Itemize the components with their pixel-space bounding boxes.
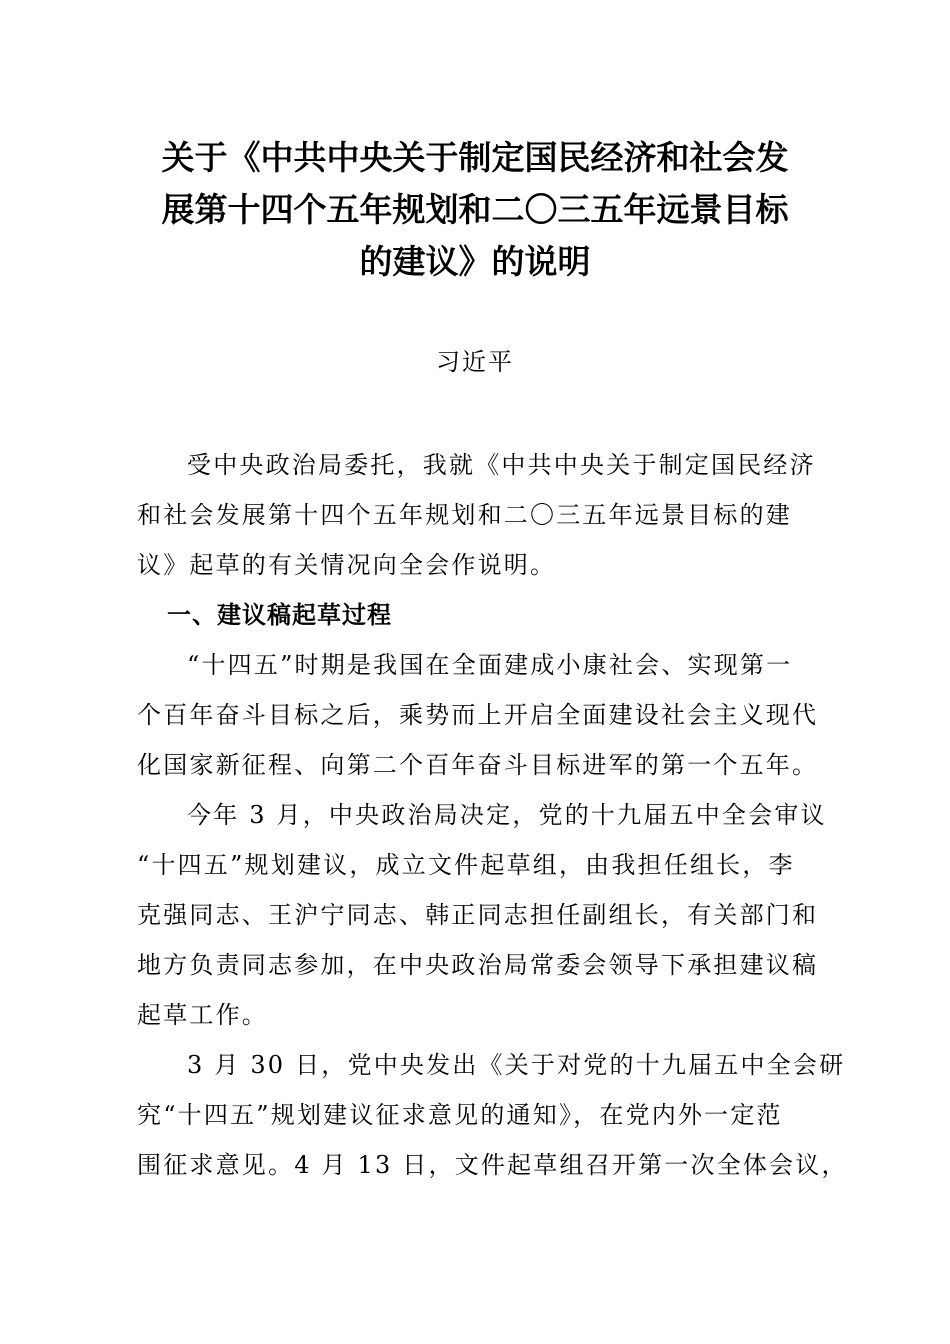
paragraph-line: 究“十四五”规划建议征求意见的通知》，在党内外一定范 (137, 1101, 783, 1129)
document-title (130, 132, 820, 288)
paragraph-line: 3 月 30 日，党中央发出《关于对党的十九届五中全会研 (187, 1051, 846, 1079)
paragraph-line: 地方负责同志参加，在中央政治局常委会领导下承担建议稿 (137, 951, 819, 979)
paragraph-line: 围征求意见。4 月 13 日，文件起草组召开第一次全体会议， (137, 1151, 848, 1179)
title-line: 展第十四个五年规划和二〇三五年远景目标 (161, 190, 789, 229)
paragraph-line: 起草工作。 (137, 1001, 268, 1029)
paragraph-line: “十四五”时期是我国在全面建成小康社会、实现第一 (187, 651, 793, 679)
paragraph-line: “十四五”规划建议，成立文件起草组，由我担任组长，李 (137, 851, 795, 879)
paragraph-line: 今年 3 月，中央政治局决定，党的十九届五中全会审议 (187, 801, 827, 829)
document-body (137, 440, 848, 1190)
section-heading: 一、建议稿起草过程 (167, 601, 392, 629)
title-line: 的建议》的说明 (359, 242, 591, 281)
paragraph-line: 化国家新征程、向第二个百年奋斗目标进军的第一个五年。 (137, 751, 819, 779)
author-name: 习近平 (436, 348, 514, 376)
paragraph-line: 克强同志、王沪宁同志、韩正同志担任副组长，有关部门和 (137, 901, 819, 929)
paragraph-line: 和社会发展第十四个五年规划和二〇三五年远景目标的建 (137, 501, 792, 529)
paragraph-line: 受中央政治局委托，我就《中共中央关于制定国民经济 (187, 451, 816, 479)
paragraph-line: 个百年奋斗目标之后，乘势而上开启全面建设社会主义现代 (137, 701, 819, 729)
title-line: 关于《中共中央关于制定国民经济和社会发 (161, 138, 789, 177)
paragraph-line: 议》起草的有关情况向全会作说明。 (137, 551, 557, 579)
